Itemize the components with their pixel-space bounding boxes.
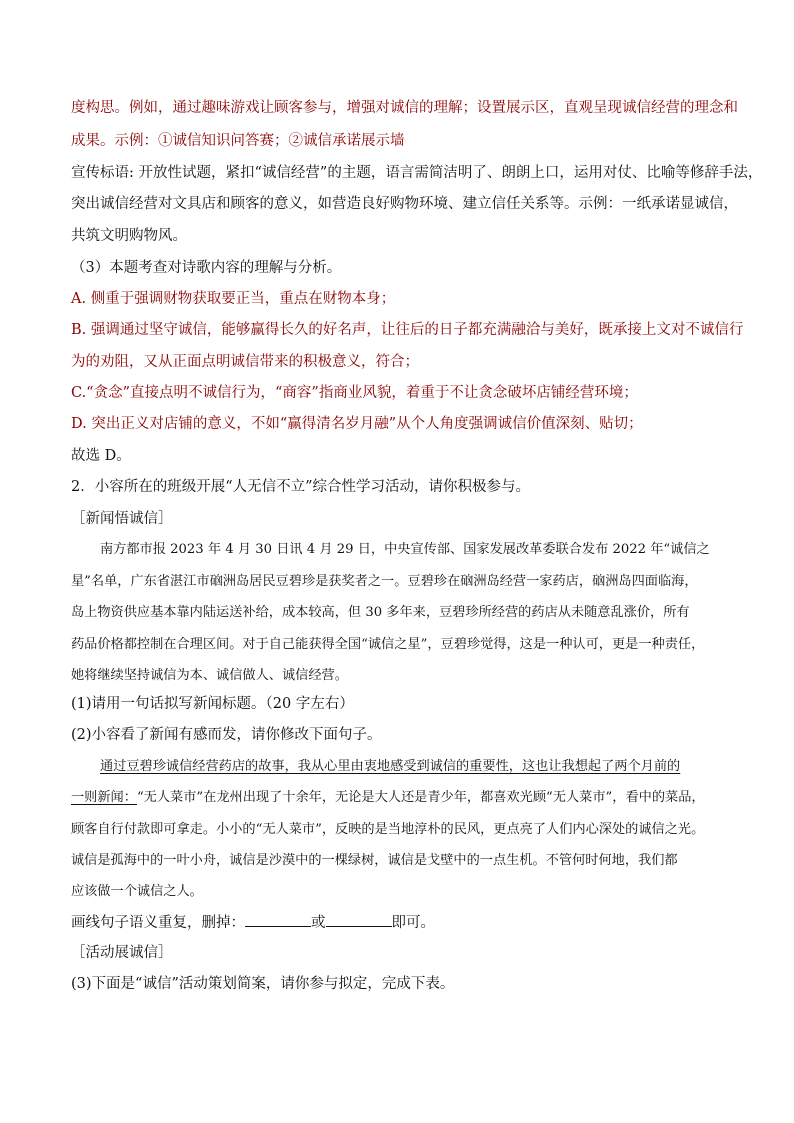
analysis-line: 成果。示例：①诚信知识问答赛；②诚信承诺展示墙 — [71, 133, 405, 149]
news-line: 药品价格都控制在合理区间。对于自己能获得全国“诚信之星”，豆碧珍觉得，这是一种认可，更是一种责任， — [71, 637, 705, 652]
analysis-line: 度构思。例如，通过趣味游戏让顾客参与，增强对诚信的理解；设置展示区，直观呈现诚信经营的理念和 — [71, 100, 738, 116]
analysis-line: 共筑文明购物风。 — [71, 228, 187, 244]
analysis-line: A. 侧重于强调财物获取要正当，重点在财物本身； — [71, 291, 396, 307]
passage-line: 顾客自行付款即可拿走。小小的“无人菜市”，反映的是当地淳朴的民风，更点亮了人们内心深处的诚信之光。 — [71, 822, 705, 837]
sub-question: (2)小容看了新闻有感而发，请你修改下面句子。 — [71, 727, 382, 743]
fill-in-line: 画线句子语义重复，删掉： 或 即可。 — [71, 912, 435, 933]
question-title: 2．小容所在的班级开展“人无信不立”综合性学习活动，请你积极参与。 — [71, 479, 531, 495]
passage-line: 诚信是孤海中的一叶小舟，诚信是沙漠中的一棵绿树，诚信是戈壁中的一点生机。不管何时何地，我们都 — [71, 853, 678, 868]
passage-line: 应该做一个诚信之人。 — [71, 884, 203, 899]
section-heading: ［新闻悟诚信］ — [71, 511, 173, 527]
underlined-sentence-end: 一则新闻： — [71, 790, 137, 805]
analysis-line: C.“贪念”直接点明不诚信行为，“商容”指商业风貌，着重于不让贪念破坏店铺经营环境； — [71, 385, 638, 401]
section-heading: ［活动展诚信］ — [71, 945, 173, 961]
analysis-line: 宣传标语: 开放性试题，紧扣“诚信经营”的主题，语言需简洁明了、朗朗上口，运用对仗、比喻等修辞手法， — [71, 165, 763, 181]
analysis-line: 为的劝阻，又从正面点明诚信带来的积极意义，符合； — [71, 354, 419, 370]
underlined-sentence: 通过豆碧珍诚信经营药店的故事，我从心里由衷地感受到诚信的重要性，这也让我想起了两个月前的 — [100, 759, 681, 774]
sub-question: (1)请用一句话拟写新闻标题。（20 字左右） — [71, 696, 354, 712]
news-line: 她将继续坚持诚信为本、诚信做人、诚信经营。 — [71, 668, 348, 683]
analysis-line: B. 强调通过坚守诚信，能够赢得长久的好名声，让往后的日子都充满融洽与美好，既承接上文对不诚信行 — [71, 322, 744, 338]
analysis-line: （3）本题考查对诗歌内容的理解与分析。 — [71, 260, 342, 276]
analysis-line: 突出诚信经营对文具店和顾客的意义，如营造良好购物环境、建立信任关系等。示例：一纸承诺显诚信， — [71, 196, 738, 212]
sub-question: (3)下面是“诚信”活动策划简案，请你参与拟定，完成下表。 — [71, 976, 455, 992]
news-line: 星”名单，广东省湛江市硇洲岛居民豆碧珍是获奖者之一。豆碧珍在硇洲岛经营一家药店，硇洲岛四面临海， — [71, 574, 698, 589]
answer-blank[interactable] — [326, 912, 392, 927]
analysis-line: D. 突出正义对店铺的意义，不如“赢得清名岁月融”从个人角度强调诚信价值深刻、贴切； — [71, 416, 643, 432]
answer-blank[interactable] — [245, 912, 311, 927]
news-line: 南方都市报 2023 年 4 月 30 日讯 4 月 29 日，中央宣传部、国家发展改革委联合发布 2022 年“诚信之 — [100, 542, 710, 557]
news-line: 岛上物资供应基本靠内陆运送补给，成本较高，但 30 多年来，豆碧珍所经营的药店从未随意乱涨价，所有 — [71, 605, 690, 620]
analysis-line: 故选 D。 — [71, 448, 131, 464]
passage-line: 一则新闻：“无人菜市”在龙州出现了十余年，无论是大人还是青少年，都喜欢光顾“无人菜市”，看中的菜品， — [71, 790, 705, 805]
